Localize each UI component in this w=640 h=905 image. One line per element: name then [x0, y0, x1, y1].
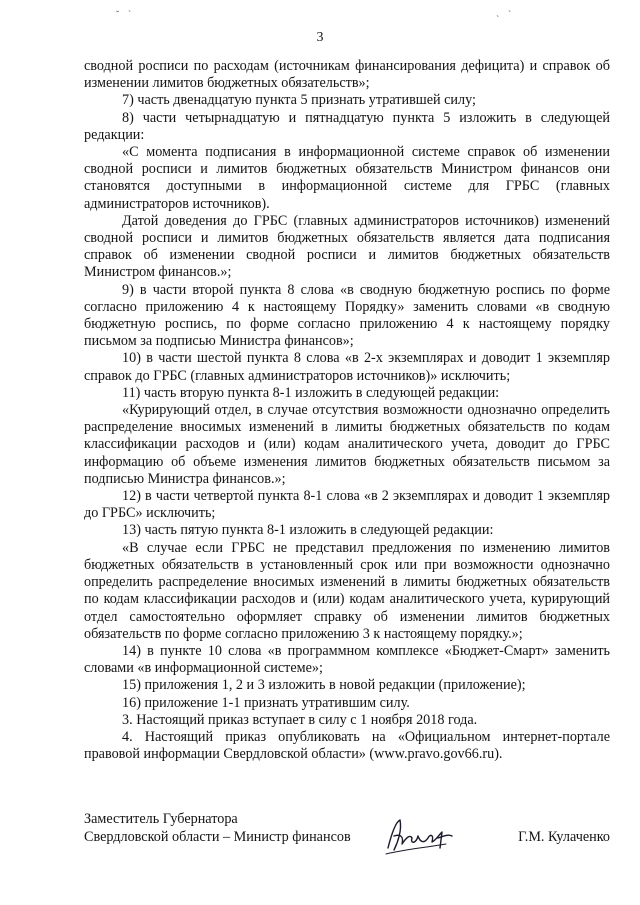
paragraph: 14) в пункте 10 слова «в программном комплексе «Бюджет-Смарт» заменить словами «в информационной системе»; [84, 642, 610, 677]
scan-mark-right: ˴ ˋ [496, 10, 515, 21]
paragraph: «В случае если ГРБС не представил предложения по изменению лимитов бюджетных обязательств в установленный срок или при возможности однозначно определить распределение вносимых изменений в лимиты бюджетных обязательств по кодам классификации расходов и (или) кодам аналитического учета, курирующий отдел самостоятельно оформляет справку об изменении лимитов бюджетных обязательств по форме согласно приложению 3 к настоящему порядку.»; [84, 539, 610, 642]
paragraph: Датой доведения до ГРБС (главных администраторов источников) изменений сводной росписи и лимитов бюджетных обязательств является дата подписания справок об изменении сводной росписи и лимитов бюджетных обязательств Министром финансов.»; [84, 212, 610, 281]
paragraph: 16) приложение 1-1 признать утратившим силу. [122, 694, 410, 711]
paragraph: 15) приложения 1, 2 и 3 изложить в новой редакции (приложение); [122, 677, 526, 694]
paragraph: 9) в части второй пункта 8 слова «в сводную бюджетную роспись по форме согласно приложению 4 к настоящему Порядку» заменить словами «в сводную бюджетную роспись, по форме согласно приложению 4 к настоящему порядку письмом за подписью Министра финансов»; [84, 281, 610, 350]
paragraph: «Курирующий отдел, в случае отсутствия возможности однозначно определить распределение вносимых изменений в лимиты бюджетных обязательств по кодам классификации расходов и (или) кодам аналитического учета, доводит до ГРБС информацию об объеме изменения лимитов бюджетных обязательств письмом за подписью Министра финансов.»; [84, 402, 610, 487]
signer-position-line: Заместитель Губернатора [84, 811, 238, 827]
paragraph: 4. Настоящий приказ опубликовать на «Официальном интернет-портале правовой информации Свердловской области» (www.pravo.gov66.ru). [84, 728, 610, 763]
paragraph: 7) часть двенадцатую пункта 5 признать утратившей силу; [122, 92, 476, 109]
paragraph: 10) в части шестой пункта 8 слова «в 2-х экземплярах и доводит 1 экземпляр справок до ГРБС (главных администраторов источников)» исключить; [84, 350, 610, 384]
page-number: 3 [316, 30, 324, 45]
paragraph: 3. Настоящий приказ вступает в силу с 1 ноября 2018 года. [122, 711, 478, 728]
signer-position [84, 810, 351, 846]
paragraph: 11) часть вторую пункта 8-1 изложить в следующей редакции: [122, 384, 500, 401]
paragraph: «С момента подписания в информационной системе справок об изменении сводной росписи и лимитов бюджетных обязательств Министром финансов они становятся доступными в информационной системе для ГРБС (главных администраторов источников). [84, 144, 610, 212]
paragraph: 8) части четырнадцатую и пятнадцатую пункта 5 изложить в следующей редакции: [84, 109, 610, 143]
paragraph: 12) в части четвертой пункта 8-1 слова «в 2 экземплярах и доводит 1 экземпляр до ГРБС» исключить; [84, 488, 610, 522]
signer-position-line: Свердловской области – Министр финансов [84, 829, 351, 845]
paragraph: 13) часть пятую пункта 8-1 изложить в следующей редакции: [122, 522, 494, 539]
signature-block [84, 810, 610, 854]
paragraph: сводной росписи по расходам (источникам финансирования дефицита) и справок об изменении лимитов бюджетных обязательств»; [84, 58, 610, 92]
scan-mark-left: ˘ ˋ [116, 10, 135, 21]
handwritten-signature [382, 814, 464, 858]
signer-name: Г.М. Кулаченко [518, 829, 610, 845]
document-body [84, 58, 610, 763]
